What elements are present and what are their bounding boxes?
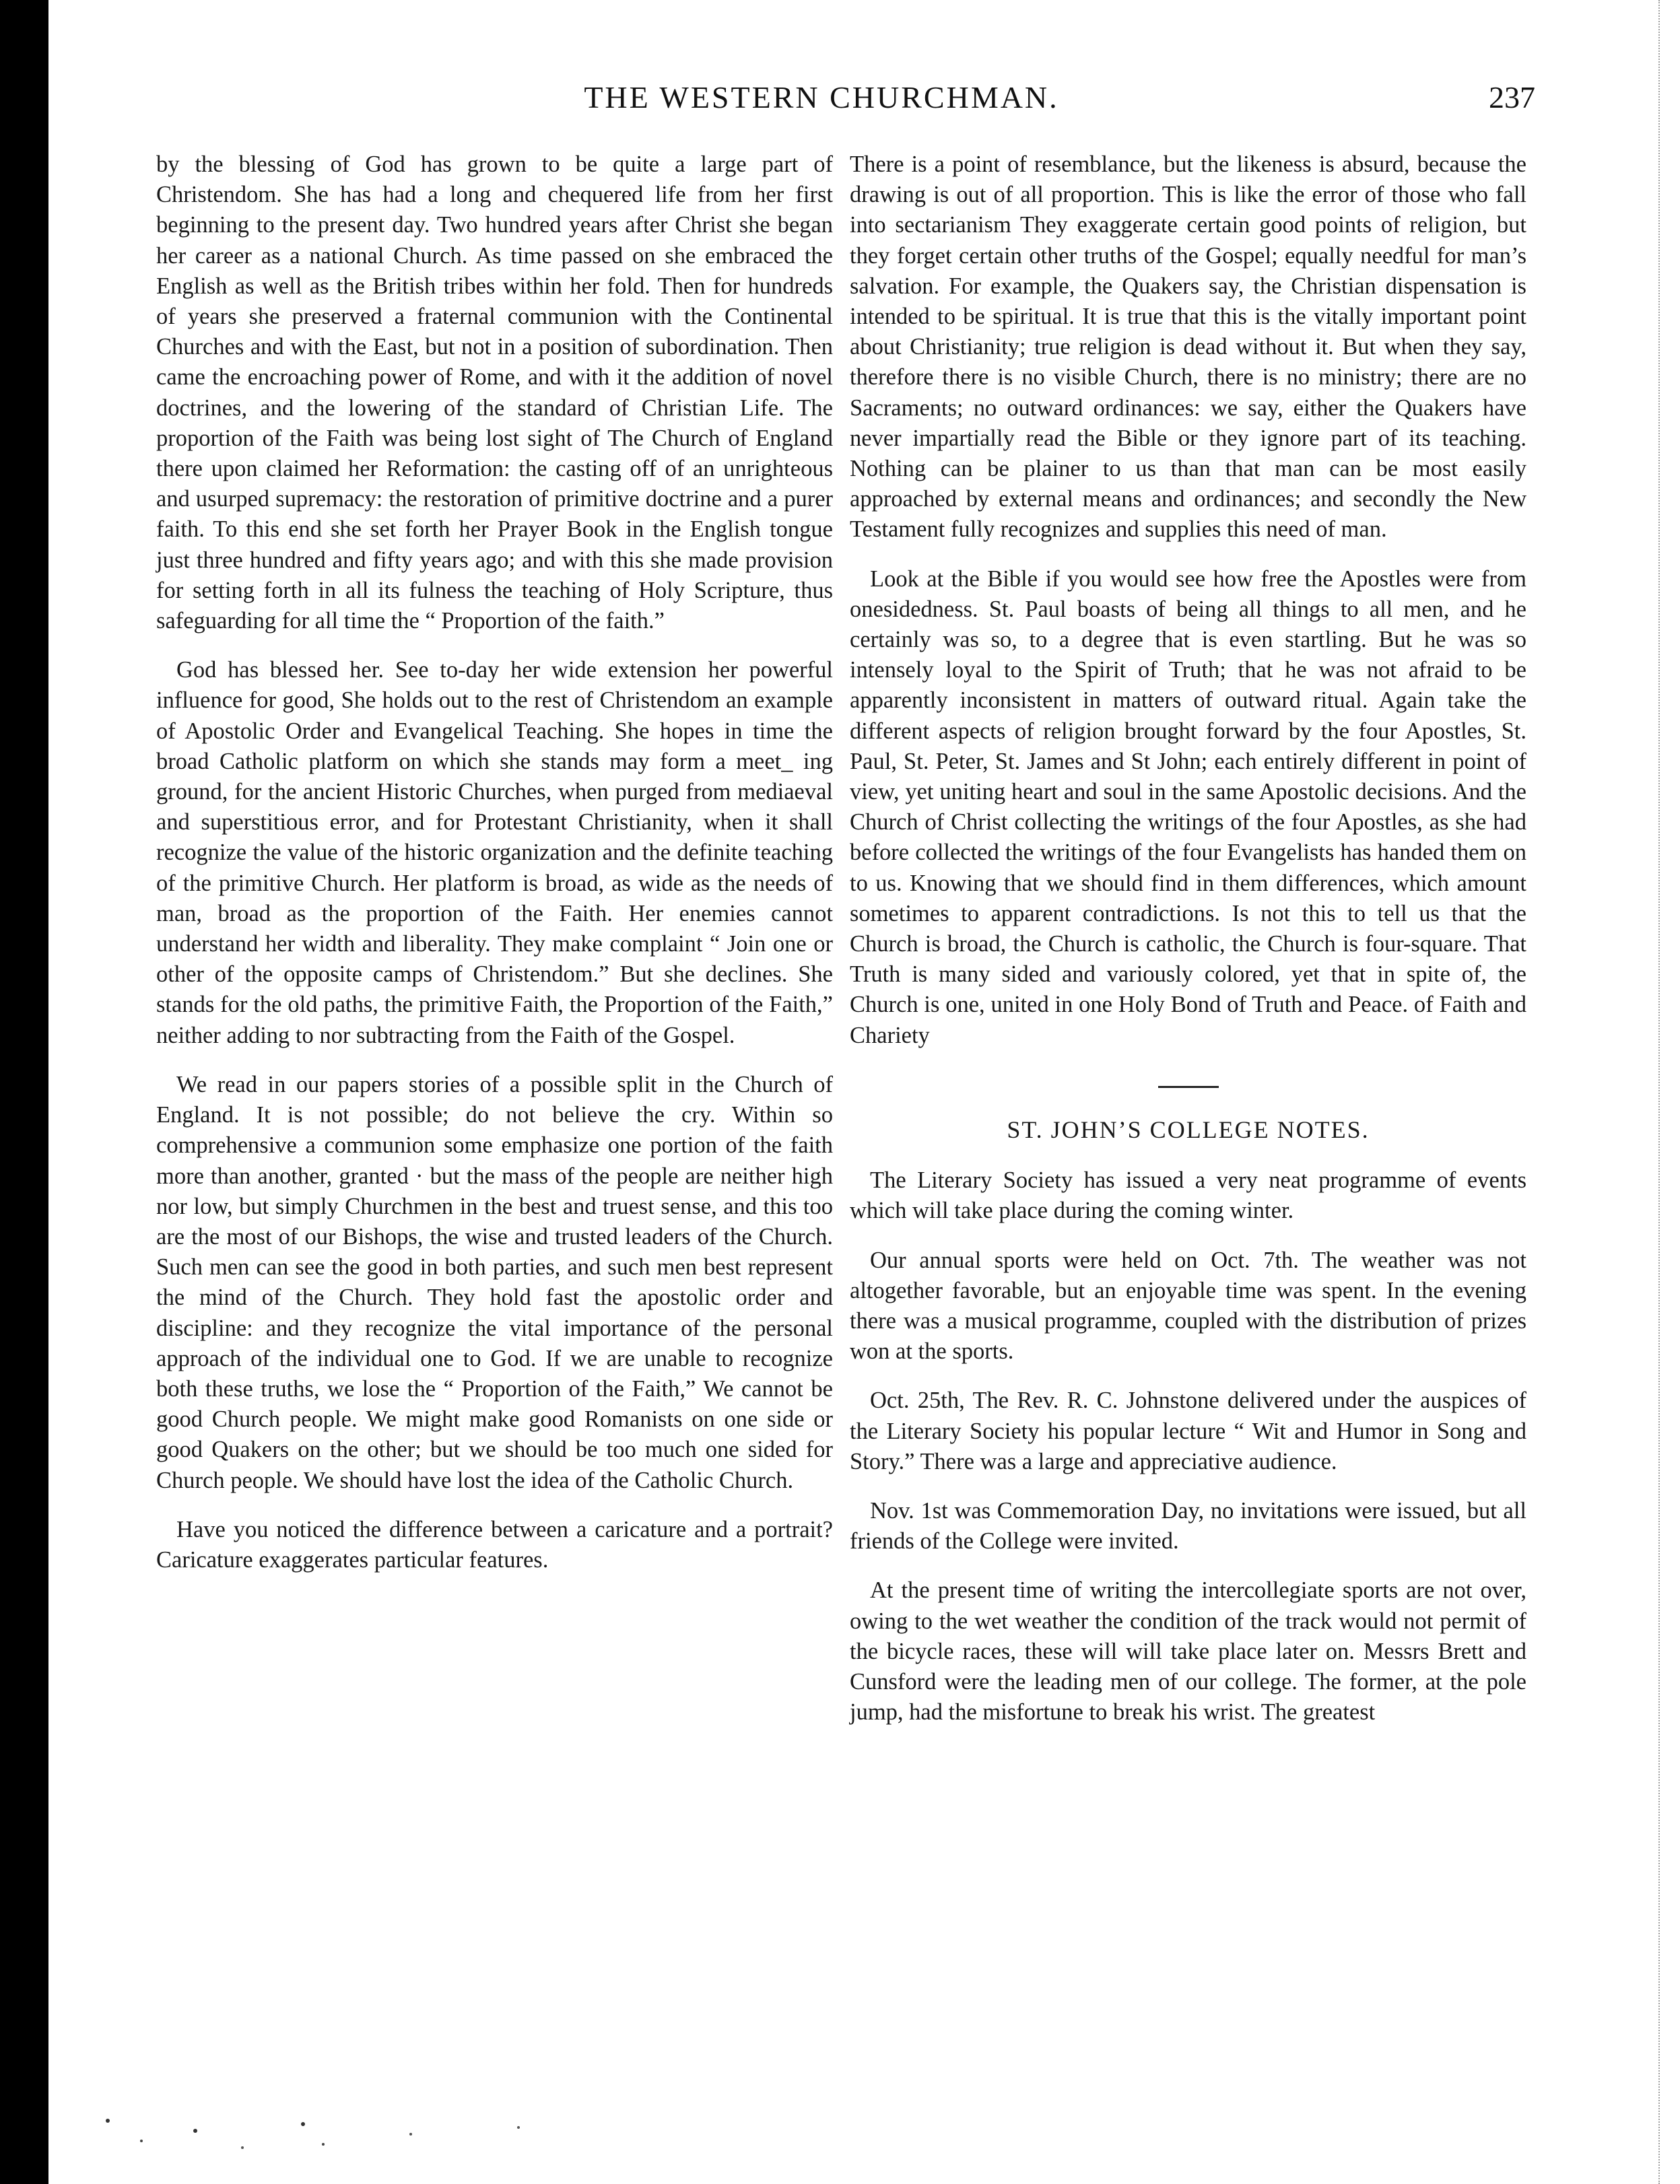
left-column bbox=[156, 149, 833, 1594]
body-paragraph: Look at the Bible if you would see how free the Apostles were from onesidedness. St. Paul boasts of being all things to all men, and he certainly was so, to a degree that is even startling. But he was so intensely loyal to the Spirit of Truth; that he was not afraid to be apparently inconsistent in matters of outward ritual. Again take the different aspects of religion brought forward by the four Apostles, St. Paul, St. Peter, St. James and St John; each entirely different in point of view, yet uniting heart and soul in the same Apostolic decisions. And the Church of Christ collecting the writings of the four Apostles, as she had before collected the writings of the four Evangelists has handed them on to us. Knowing that we should find in them differences, which amount sometimes to apparent contradictions. Is not this to tell us that the Church is broad, the Church is catholic, the Church is four-square. That Truth is many sided and variously colored, yet that in spite of, the Church is one, united in one Holy Bond of Truth and Peace. of Faith and Chariety bbox=[850, 566, 1526, 1048]
running-head bbox=[108, 79, 1535, 120]
body-paragraph: We read in our papers stories of a possible split in the Church of England. It is not possible; do not believe the cry. Within so comprehensive a communion some emphasize one portion of the faith more than another, granted · but the mass of the people are neither high nor low, but simply Churchmen in the best and truest sense, and this too are the most of our Bishops, the wise and trusted leaders of the Church. Such men can see the good in both parties, and such men best represent the mind of the Church. They hold fast the apostolic order and discipline: and they recognize the vital importance of the personal approach of the individual one to God. If we are unable to recognize both these truths, we lose the “ Proportion of the Faith,” We cannot be good Church people. We might make good Romanists on one side or good Quakers on the other; but we should be too much one sided for Church people. We should have lost the idea of the Catholic Church. bbox=[156, 1071, 833, 1493]
section-divider-rule bbox=[1158, 1086, 1219, 1088]
body-paragraph: There is a point of resemblance, but the likeness is absurd, because the drawing is out of all proportion. This is like the error of those who fall into sectarianism They exaggerate certain good points of religion, but they forget certain other truths of the Gospel; equally needful for man’s salvation. For example, the Quakers say, the Christian dispensation is intended to be spiritual. It is true that this is the vitally important point about Christianity; true religion is dead without it. But when they say, therefore there is no visible Church, there is no ministry; there are no Sacraments; no outward ordinances: we say, either the Quakers have never impartially read the Bible or they ignore part of its teaching. Nothing can be plainer to us than that man can be most easily approached by external means and ordinances; and secondly the New Testament fully recognizes and supplies this need of man. bbox=[850, 151, 1526, 543]
right-column bbox=[850, 149, 1526, 1746]
college-notes bbox=[850, 1165, 1526, 1728]
note-paragraph: Oct. 25th, The Rev. R. C. Johnstone delivered under the auspices of the Literary Society his popular lecture “ Wit and Humor in Song and Story.” There was a large and appreciative audience. bbox=[850, 1388, 1526, 1474]
body-paragraph: by the blessing of God has grown to be quite a large part of Christendom. She has had a long and chequered life from her first beginning to the present day. Two hundred years after Christ she began her career as a national Church. As time passed on she embraced the English as well as the British tribes within her fold. Then for hundreds of years she preserved a fraternal communion with the Continental Churches and with the East, but not in a position of subordination. Then came the encroaching power of Rome, and with it the addition of novel doctrines, and the lowering of the standard of Christian Life. The proportion of the Faith was being lost sight of The Church of England there upon claimed her Reformation: the casting off of an unrighteous and usurped supremacy: the restoration of primitive doctrine and a purer faith. To this end she set forth her Prayer Book in the English tongue just three hundred and fifty years ago; and with this she made provision for setting forth in all its fulness the teaching of Holy Scripture, thus safeguarding for all time the “ Proportion of the faith.” bbox=[156, 151, 833, 634]
scan-binding-edge bbox=[0, 0, 48, 2184]
body-paragraph: Have you noticed the difference between a caricature and a portrait? Caricature exaggerates particular features. bbox=[156, 1516, 833, 1573]
note-paragraph: Nov. 1st was Commemoration Day, no invitations were issued, but all friends of the College were invited. bbox=[850, 1497, 1526, 1555]
section-title: ST. JOHN’S COLLEGE NOTES. bbox=[1007, 1116, 1370, 1143]
note-paragraph: At the present time of writing the intercollegiate sports are not over, owing to the wet weather the condition of the track would not permit of the bicycle races, these will will take place later on. Messrs Brett and Cunsford were the leading men of our college. The former, at the pole jump, had the misfortune to break his wrist. The greatest bbox=[850, 1577, 1526, 1726]
body-paragraph: God has blessed her. See to-day her wide extension her powerful influence for good, She holds out to the rest of Christendom an example of Apostolic Order and Evangelical Teaching. She hopes in time the broad Catholic platform on which she stands may form a meet_ ing ground, for the ancient Historic Churches, when purged from mediaeval and superstitious error, and for Protestant Christianity, when it shall recognize the value of the historic organization and the definite teaching of the primitive Church. Her platform is broad, as wide as the needs of man, broad as the proportion of the Faith. Her enemies cannot understand her width and liberality. They make complaint “ Join one or other of the opposite camps of Christendom.” But she declines. She stands for the old paths, the primitive Faith, the Proportion of the Faith,” neither adding to nor subtracting from the Faith of the Gospel. bbox=[156, 657, 833, 1048]
page-number: 237 bbox=[1489, 80, 1535, 114]
scan-specks bbox=[101, 2107, 572, 2161]
journal-title: THE WESTERN CHURCHMAN. bbox=[584, 80, 1059, 114]
note-paragraph: Our annual sports were held on Oct. 7th. The weather was not altogether favorable, but an enjoyable time was spent. In the evening there was a musical programme, coupled with the distribution of prizes won at the sports. bbox=[850, 1247, 1526, 1365]
note-paragraph: The Literary Society has issued a very neat programme of events which will take place during the coming winter. bbox=[850, 1167, 1526, 1224]
scan-right-edge bbox=[1658, 0, 1680, 2184]
